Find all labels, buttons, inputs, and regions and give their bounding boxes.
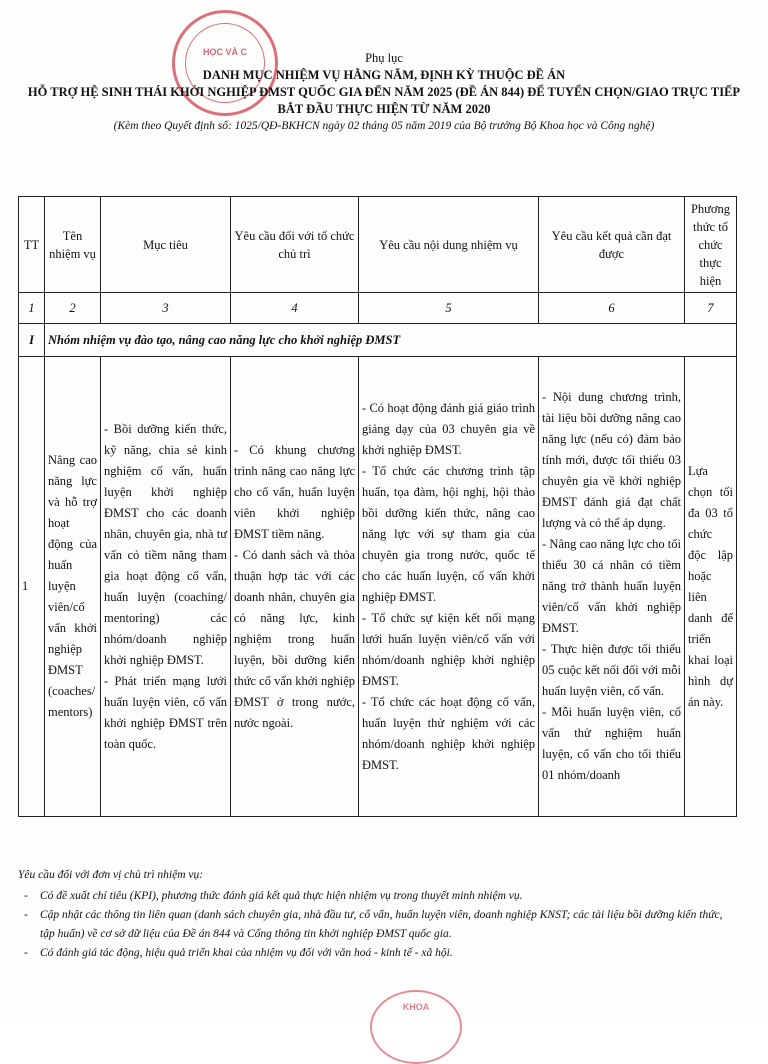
column-number: 4 [231, 293, 359, 324]
row-number: 1 [19, 357, 45, 817]
title-line-2: HỖ TRỢ HỆ SINH THÁI KHỞI NGHIỆP ĐMST QUỐC GIA ĐẾN NĂM 2025 (ĐỀ ÁN 844) ĐỂ TUYỂN CHỌN/GIAO TRỰC TIẾP [27, 85, 741, 99]
task-table [18, 196, 737, 817]
table-row [19, 357, 737, 817]
column-number: 5 [359, 293, 539, 324]
group-title: Nhóm nhiệm vụ đào tạo, nâng cao năng lực cho khởi nghiệp ĐMST [45, 324, 737, 357]
footer-item: - Có đánh giá tác động, hiệu quả triển khai của nhiệm vụ đối với văn hoá - kinh tế - xã hội. [40, 944, 730, 963]
column-number: 2 [45, 293, 101, 324]
table-header-row [19, 197, 737, 293]
decision-reference: (Kèm theo Quyết định số: 1025/QĐ-BKHCN ngày 02 tháng 05 năm 2019 của Bộ trưởng Bộ Khoa học và Công nghệ) [113, 120, 655, 132]
appendix-label: Phụ lục [365, 51, 403, 65]
header-cell-content-requirement: Yêu cầu nội dung nhiệm vụ [359, 197, 539, 293]
title-line-1: DANH MỤC NHIỆM VỤ HẰNG NĂM, ĐỊNH KỲ THUỘC ĐỀ ÁN [202, 68, 566, 82]
header-cell-org-requirement: Yêu cầu đối với tổ chức chủ trì [231, 197, 359, 293]
seal-text: HỌC VÀ C [202, 47, 247, 57]
column-number: 7 [685, 293, 737, 324]
content-requirement-cell: - Có hoạt động đánh giá giáo trình giảng dạy của 03 chuyên gia về khởi nghiệp ĐMST. - Tổ chức các chương trình tập huấn, tọa đàm, hội nghị, hội thảo bồi dưỡng kiến thức, nâng cao năng lực với sự tham gia của chuyên gia trong nước, quốc tế cho các huấn luyện, cố vấn khởi nghiệp ĐMST. - Tổ chức sự kiện kết nối mạng lưới huấn luyện viên/cố vấn với nhóm/doanh nghiệp khởi nghiệp ĐMST. - Tổ chức các hoạt động cố vấn, huấn luyện thử nghiệm với các nhóm/doanh nghiệp khởi nghiệp ĐMST. [359, 357, 539, 817]
org-requirement-cell: - Có khung chương trình nâng cao năng lực cho cố vấn, huấn luyện viên khởi nghiệp ĐMST tiềm năng. - Có danh sách và thỏa thuận hợp tác với các doanh nhân, chuyên gia có năng lực, kinh nghiệm trong huấn luyện, bồi dưỡng kiến thức cố vấn khởi nghiệp ĐMST ở trong nước, nước ngoài. [231, 357, 359, 817]
footer-item: - Có đề xuất chỉ tiêu (KPI), phương thức đánh giá kết quả thực hiện nhiệm vụ trong thuyết minh nhiệm vụ. [40, 887, 730, 906]
task-name-cell: Nâng cao năng lực và hỗ trợ hoạt động của huấn luyện viên/cố vấn khởi nghiệp ĐMST (coaches/ mentors) [45, 357, 101, 817]
seal-text-bottom: KHOA [402, 1002, 430, 1012]
column-number: 3 [101, 293, 231, 324]
header-cell-goal: Mục tiêu [101, 197, 231, 293]
header-cell-results: Yêu cầu kết quả cần đạt được [539, 197, 685, 293]
header-cell-tt: TT [19, 197, 45, 293]
header-cell-name: Tên nhiệm vụ [45, 197, 101, 293]
footer-intro: Yêu cầu đối với đơn vị chủ trì nhiệm vụ: [18, 869, 204, 881]
document-header [0, 50, 768, 135]
group-number: I [19, 324, 45, 357]
column-number: 1 [19, 293, 45, 324]
footer-list [18, 887, 730, 963]
footer-item: - Cập nhật các thông tin liên quan (danh sách chuyên gia, nhà đầu tư, cố vấn, huấn luyện viên, doanh nghiệp KNST; các tài liệu bồi dưỡng kiến thức, tập huấn) về cơ sở dữ liệu của Đề án 844 và Cổng thông tin khởi nghiệp ĐMST quốc gia. [40, 906, 730, 944]
column-number-row [19, 293, 737, 324]
title-line-3: BẮT ĐẦU THỰC HIỆN TỪ NĂM 2020 [277, 102, 491, 116]
goal-cell: - Bồi dưỡng kiến thức, kỹ năng, chia sẻ kinh nghiệm cố vấn, huấn luyện khởi nghiệp ĐMST cho các doanh nhân, chuyên gia, nhà tư vấn có tiềm năng tham gia hoạt động cố vấn, huấn luyện (coaching/ mentoring) các nhóm/doanh nghiệp khởi nghiệp ĐMST. - Phát triển mạng lưới huấn luyện viên, cố vấn khởi nghiệp ĐMST trên toàn quốc. [101, 357, 231, 817]
method-cell: Lựa chọn tối đa 03 tổ chức độc lập hoặc liên danh để triển khai loại hình dự án này. [685, 357, 737, 817]
requirements-footer [18, 866, 730, 963]
column-number: 6 [539, 293, 685, 324]
bottom-seal-stamp [370, 990, 462, 1064]
header-cell-method: Phương thức tổ chức thực hiện [685, 197, 737, 293]
group-row [19, 324, 737, 357]
results-cell: - Nội dung chương trình, tài liệu bồi dưỡng nâng cao năng lực (nếu có) đảm bảo tính mới, được tối thiểu 03 chuyên gia về khởi nghiệp ĐMST đánh giá đạt chất lượng và có thể áp dụng. - Nâng cao năng lực cho tối thiểu 30 cá nhân có tiềm năng trở thành huấn luyện viên/cố vấn khởi nghiệp ĐMST. - Thực hiện được tối thiểu 05 cuộc kết nối đối với mỗi huấn luyện viên, cố vấn. - Mỗi huấn luyện viên, cố vấn thử nghiệm huấn luyện, cố vấn cho tối thiểu 01 nhóm/doanh [539, 357, 685, 817]
